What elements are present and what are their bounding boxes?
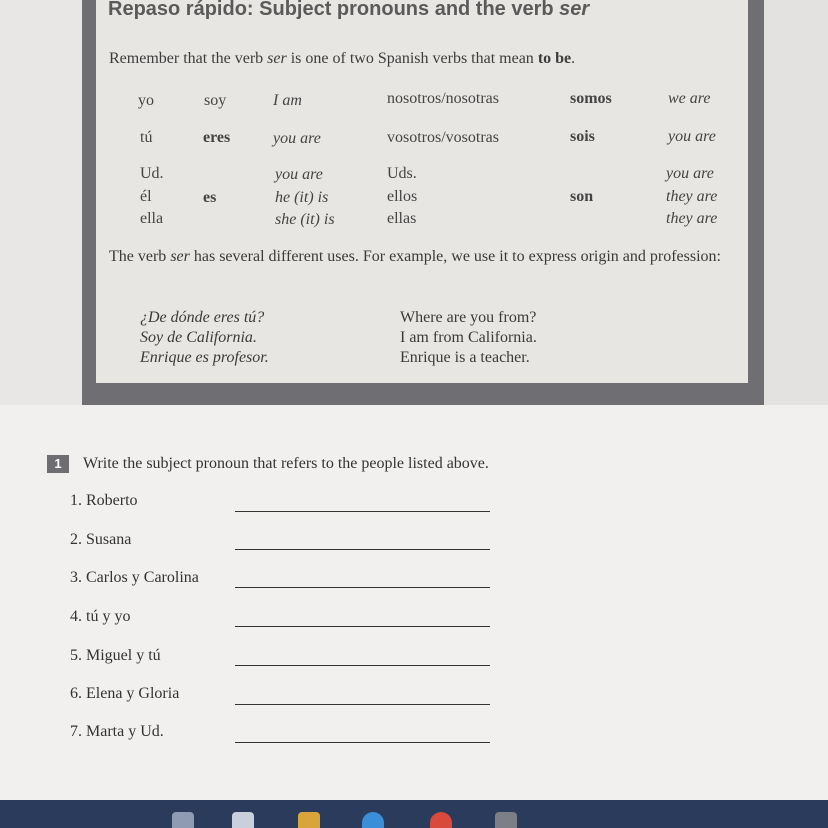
exercise-item-7: 7. Marta y Ud. bbox=[70, 723, 164, 740]
page-margin-left bbox=[0, 0, 82, 405]
review-box-title: Repaso rápido: Subject pronouns and the verb ser bbox=[108, 0, 590, 20]
answer-line-7[interactable] bbox=[235, 742, 490, 743]
exercise-item-6: 6. Elena y Gloria bbox=[70, 685, 180, 702]
answer-line-1[interactable] bbox=[235, 511, 490, 512]
example-english-3: Enrique is a teacher. bbox=[400, 349, 530, 366]
exercise-item-3: 3. Carlos y Carolina bbox=[70, 569, 199, 586]
verb-es: es bbox=[203, 189, 217, 206]
answer-line-3[interactable] bbox=[235, 587, 490, 588]
pronoun-ellos: ellos bbox=[387, 188, 418, 205]
taskbar bbox=[0, 800, 828, 828]
example-spanish-3: Enrique es profesor. bbox=[140, 349, 269, 366]
english-you-are-plural: you are bbox=[668, 128, 716, 145]
verb-eres: eres bbox=[203, 129, 231, 146]
english-you-are: you are bbox=[273, 130, 321, 147]
english-ud: you are bbox=[275, 166, 323, 183]
exercise-item-2: 2. Susana bbox=[70, 531, 132, 548]
english-el: he (it) is bbox=[275, 189, 329, 206]
exercise-item-5: 5. Miguel y tú bbox=[70, 647, 161, 664]
folder-icon[interactable] bbox=[298, 812, 320, 828]
english-ella: she (it) is bbox=[275, 211, 335, 228]
pronoun-ud: Ud. bbox=[140, 165, 164, 182]
taskbar-app-icon[interactable] bbox=[495, 812, 517, 828]
answer-line-5[interactable] bbox=[235, 665, 490, 666]
page-margin-right bbox=[764, 0, 828, 405]
pronoun-el: él bbox=[140, 188, 152, 205]
taskbar-app-icon[interactable] bbox=[430, 812, 452, 828]
exercise-item-1: 1. Roberto bbox=[70, 492, 138, 509]
example-english-1: Where are you from? bbox=[400, 309, 537, 326]
exercise-header bbox=[47, 455, 489, 473]
verb-son: son bbox=[570, 188, 594, 205]
example-spanish-1: ¿De dónde eres tú? bbox=[140, 309, 265, 326]
pronoun-nosotros: nosotros/nosotras bbox=[387, 90, 499, 107]
exercise-number-badge: 1 bbox=[47, 455, 69, 473]
example-english-2: I am from California. bbox=[400, 329, 537, 346]
exercise-item-4: 4. tú y yo bbox=[70, 608, 131, 625]
pronoun-ella: ella bbox=[140, 210, 164, 227]
pronoun-yo: yo bbox=[138, 92, 154, 109]
answer-line-6[interactable] bbox=[235, 704, 490, 705]
english-ellos: they are bbox=[666, 188, 718, 205]
verb-somos: somos bbox=[570, 90, 612, 107]
taskbar-app-icon[interactable] bbox=[172, 812, 194, 828]
english-we-are: we are bbox=[668, 90, 711, 107]
pronoun-tu: tú bbox=[140, 129, 153, 146]
verb-soy: soy bbox=[204, 92, 227, 109]
exercise-instruction: Write the subject pronoun that refers to the people listed above. bbox=[83, 455, 489, 472]
taskbar-app-icon[interactable] bbox=[232, 812, 254, 828]
verb-sois: sois bbox=[570, 128, 595, 145]
uses-paragraph: The verb ser has several different uses. For example, we use it to express origin and profession: bbox=[109, 248, 721, 265]
browser-icon[interactable] bbox=[362, 812, 384, 828]
answer-line-4[interactable] bbox=[235, 626, 490, 627]
intro-sentence: Remember that the verb ser is one of two Spanish verbs that mean to be. bbox=[109, 50, 576, 67]
english-ellas: they are bbox=[666, 210, 718, 227]
answer-line-2[interactable] bbox=[235, 549, 490, 550]
english-uds: you are bbox=[666, 165, 714, 182]
pronoun-uds: Uds. bbox=[387, 165, 417, 182]
english-i-am: I am bbox=[273, 92, 302, 109]
example-spanish-2: Soy de California. bbox=[140, 329, 257, 346]
pronoun-ellas: ellas bbox=[387, 210, 417, 227]
pronoun-vosotros: vosotros/vosotras bbox=[387, 129, 499, 146]
